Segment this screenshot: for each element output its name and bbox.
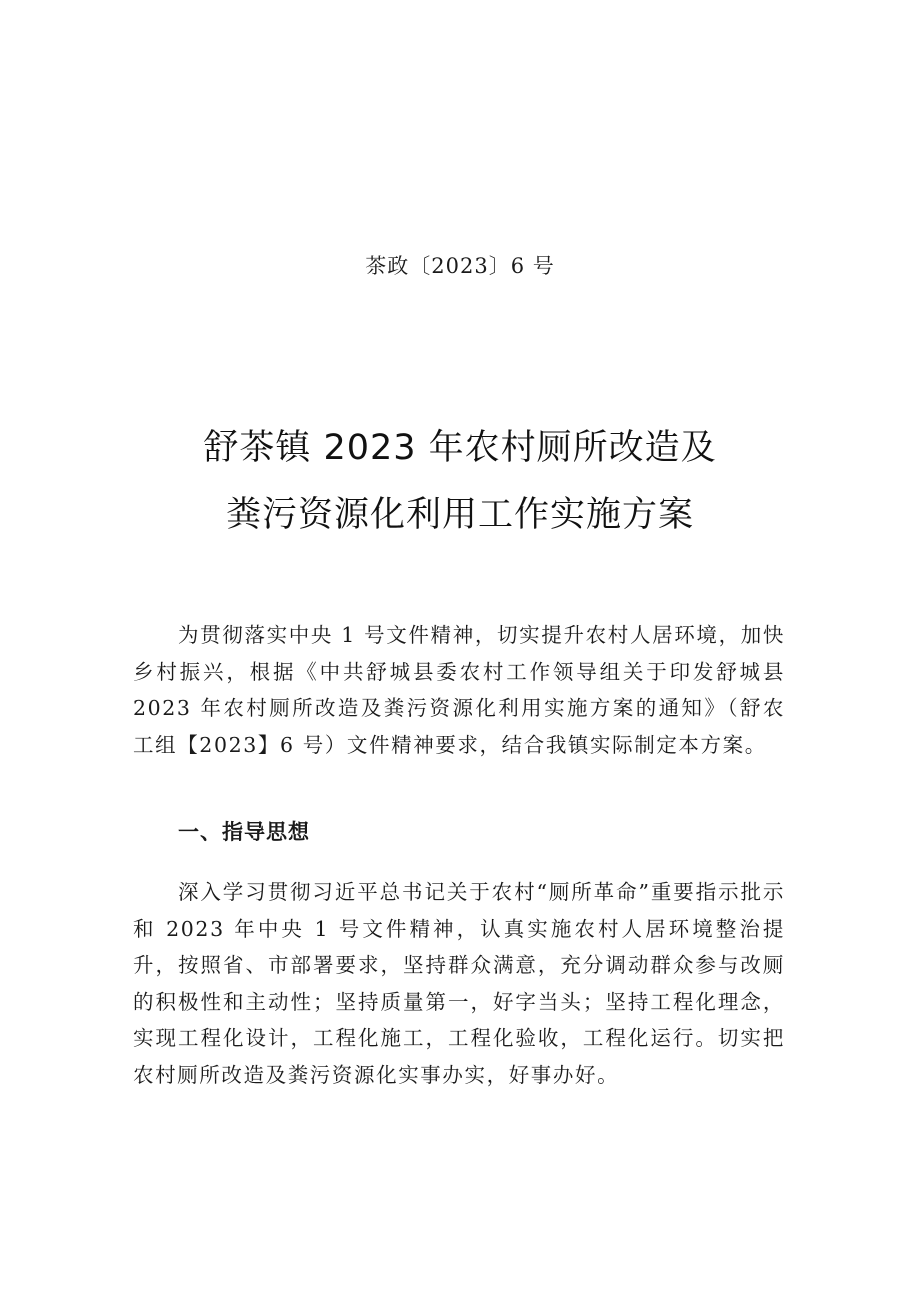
section-paragraph-guiding-ideology: 深入学习贯彻习近平总书记关于农村“厕所革命”重要指示批示和 2023 年中央 1 号文件精神，认真实施农村人居环境整治提升，按照省、市部署要求，坚持群众满意，充分调动群众参与改厕的积极性和主动性；坚持质量第一，好字当头；坚持工程化理念，实现工程化设计，工程化施工，工程化验收，工程化运行。切实把农村厕所改造及粪污资源化实事办实，好事办好。 — [133, 880, 785, 1087]
document-title-line2: 粪污资源化利用工作实施方案 — [225, 495, 694, 535]
document-title-line1: 舒茶镇 2023 年农村厕所改造及 — [203, 428, 717, 468]
document-number: 茶政〔2023〕6 号 — [365, 254, 555, 278]
section-heading-guiding-ideology: 一、指导思想 — [178, 820, 310, 844]
intro-paragraph: 为贯彻落实中央 1 号文件精神，切实提升农村人居环境，加快乡村振兴，根据《中共舒城县委农村工作领导组关于印发舒城县 2023 年农村厕所改造及粪污资源化利用实施方案的通知》（舒农工组【2023】6 号）文件精神要求，结合我镇实际制定本方案。 — [133, 623, 785, 757]
